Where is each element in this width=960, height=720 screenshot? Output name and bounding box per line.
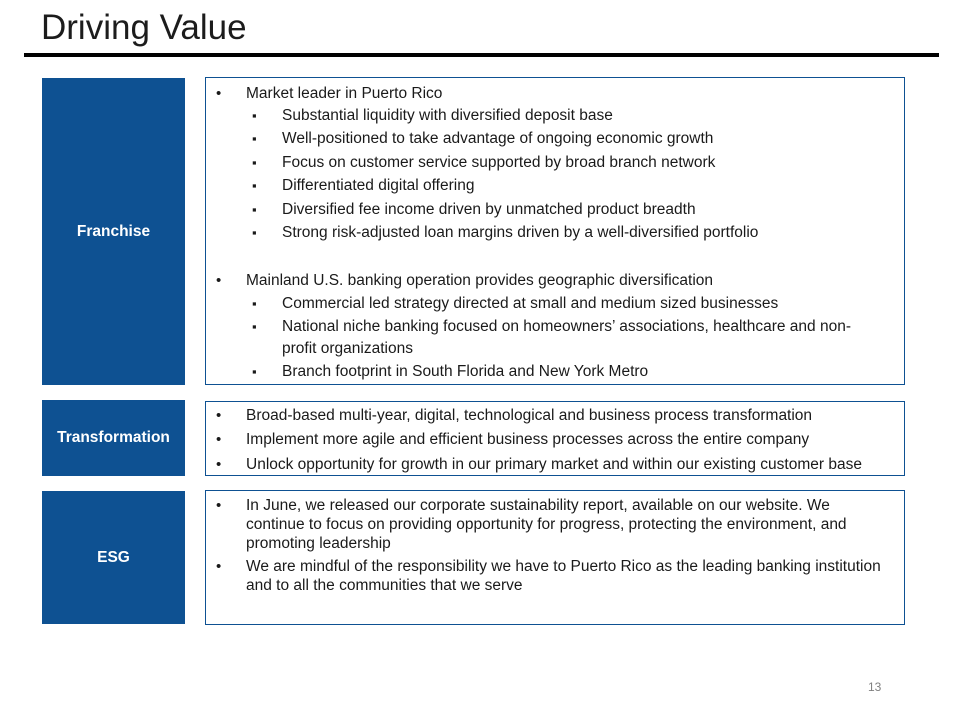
franchise-sub-bullet: ▪ Branch footprint in South Florida and New York Metro bbox=[282, 362, 648, 381]
transformation-label: Transformation bbox=[42, 400, 185, 476]
franchise-sub-bullet: ▪ Diversified fee income driven by unmatched product breadth bbox=[282, 200, 696, 219]
page-number: 13 bbox=[868, 680, 882, 694]
franchise-bullet-market-leader: • Market leader in Puerto Rico bbox=[246, 84, 442, 103]
franchise-sub-bullet: ▪ National niche banking focused on homeowners’ associations, healthcare and non-profit organizations bbox=[282, 316, 882, 360]
franchise-sub-bullet: ▪ Substantial liquidity with diversified deposit base bbox=[282, 106, 613, 125]
esg-label: ESG bbox=[42, 491, 185, 624]
esg-bullet: • We are mindful of the responsibility we have to Puerto Rico as the leading banking institution and to all the communities that we serve bbox=[246, 557, 886, 595]
franchise-bullet-mainland: • Mainland U.S. banking operation provides geographic diversification bbox=[246, 271, 713, 290]
franchise-content bbox=[205, 77, 905, 385]
slide-title: Driving Value bbox=[41, 8, 247, 47]
franchise-sub-bullet: ▪ Differentiated digital offering bbox=[282, 176, 474, 195]
franchise-label: Franchise bbox=[42, 78, 185, 385]
esg-bullet: • In June, we released our corporate sustainability report, available on our website. We continue to focus on providing opportunity for progress, protecting the environment, and promoting leadership bbox=[246, 496, 886, 553]
franchise-sub-bullet: ▪ Strong risk-adjusted loan margins driven by a well-diversified portfolio bbox=[282, 223, 758, 242]
title-divider bbox=[24, 53, 939, 57]
esg-content bbox=[205, 490, 905, 625]
transformation-bullet: • Unlock opportunity for growth in our primary market and within our existing customer base bbox=[246, 455, 862, 474]
transformation-bullet: • Implement more agile and efficient business processes across the entire company bbox=[246, 430, 809, 449]
transformation-bullet: • Broad-based multi-year, digital, technological and business process transformation bbox=[246, 406, 812, 425]
transformation-content bbox=[205, 401, 905, 476]
franchise-sub-bullet: ▪ Focus on customer service supported by broad branch network bbox=[282, 153, 715, 172]
franchise-sub-bullet: ▪ Commercial led strategy directed at small and medium sized businesses bbox=[282, 294, 778, 313]
franchise-sub-bullet: ▪ Well-positioned to take advantage of ongoing economic growth bbox=[282, 129, 713, 148]
